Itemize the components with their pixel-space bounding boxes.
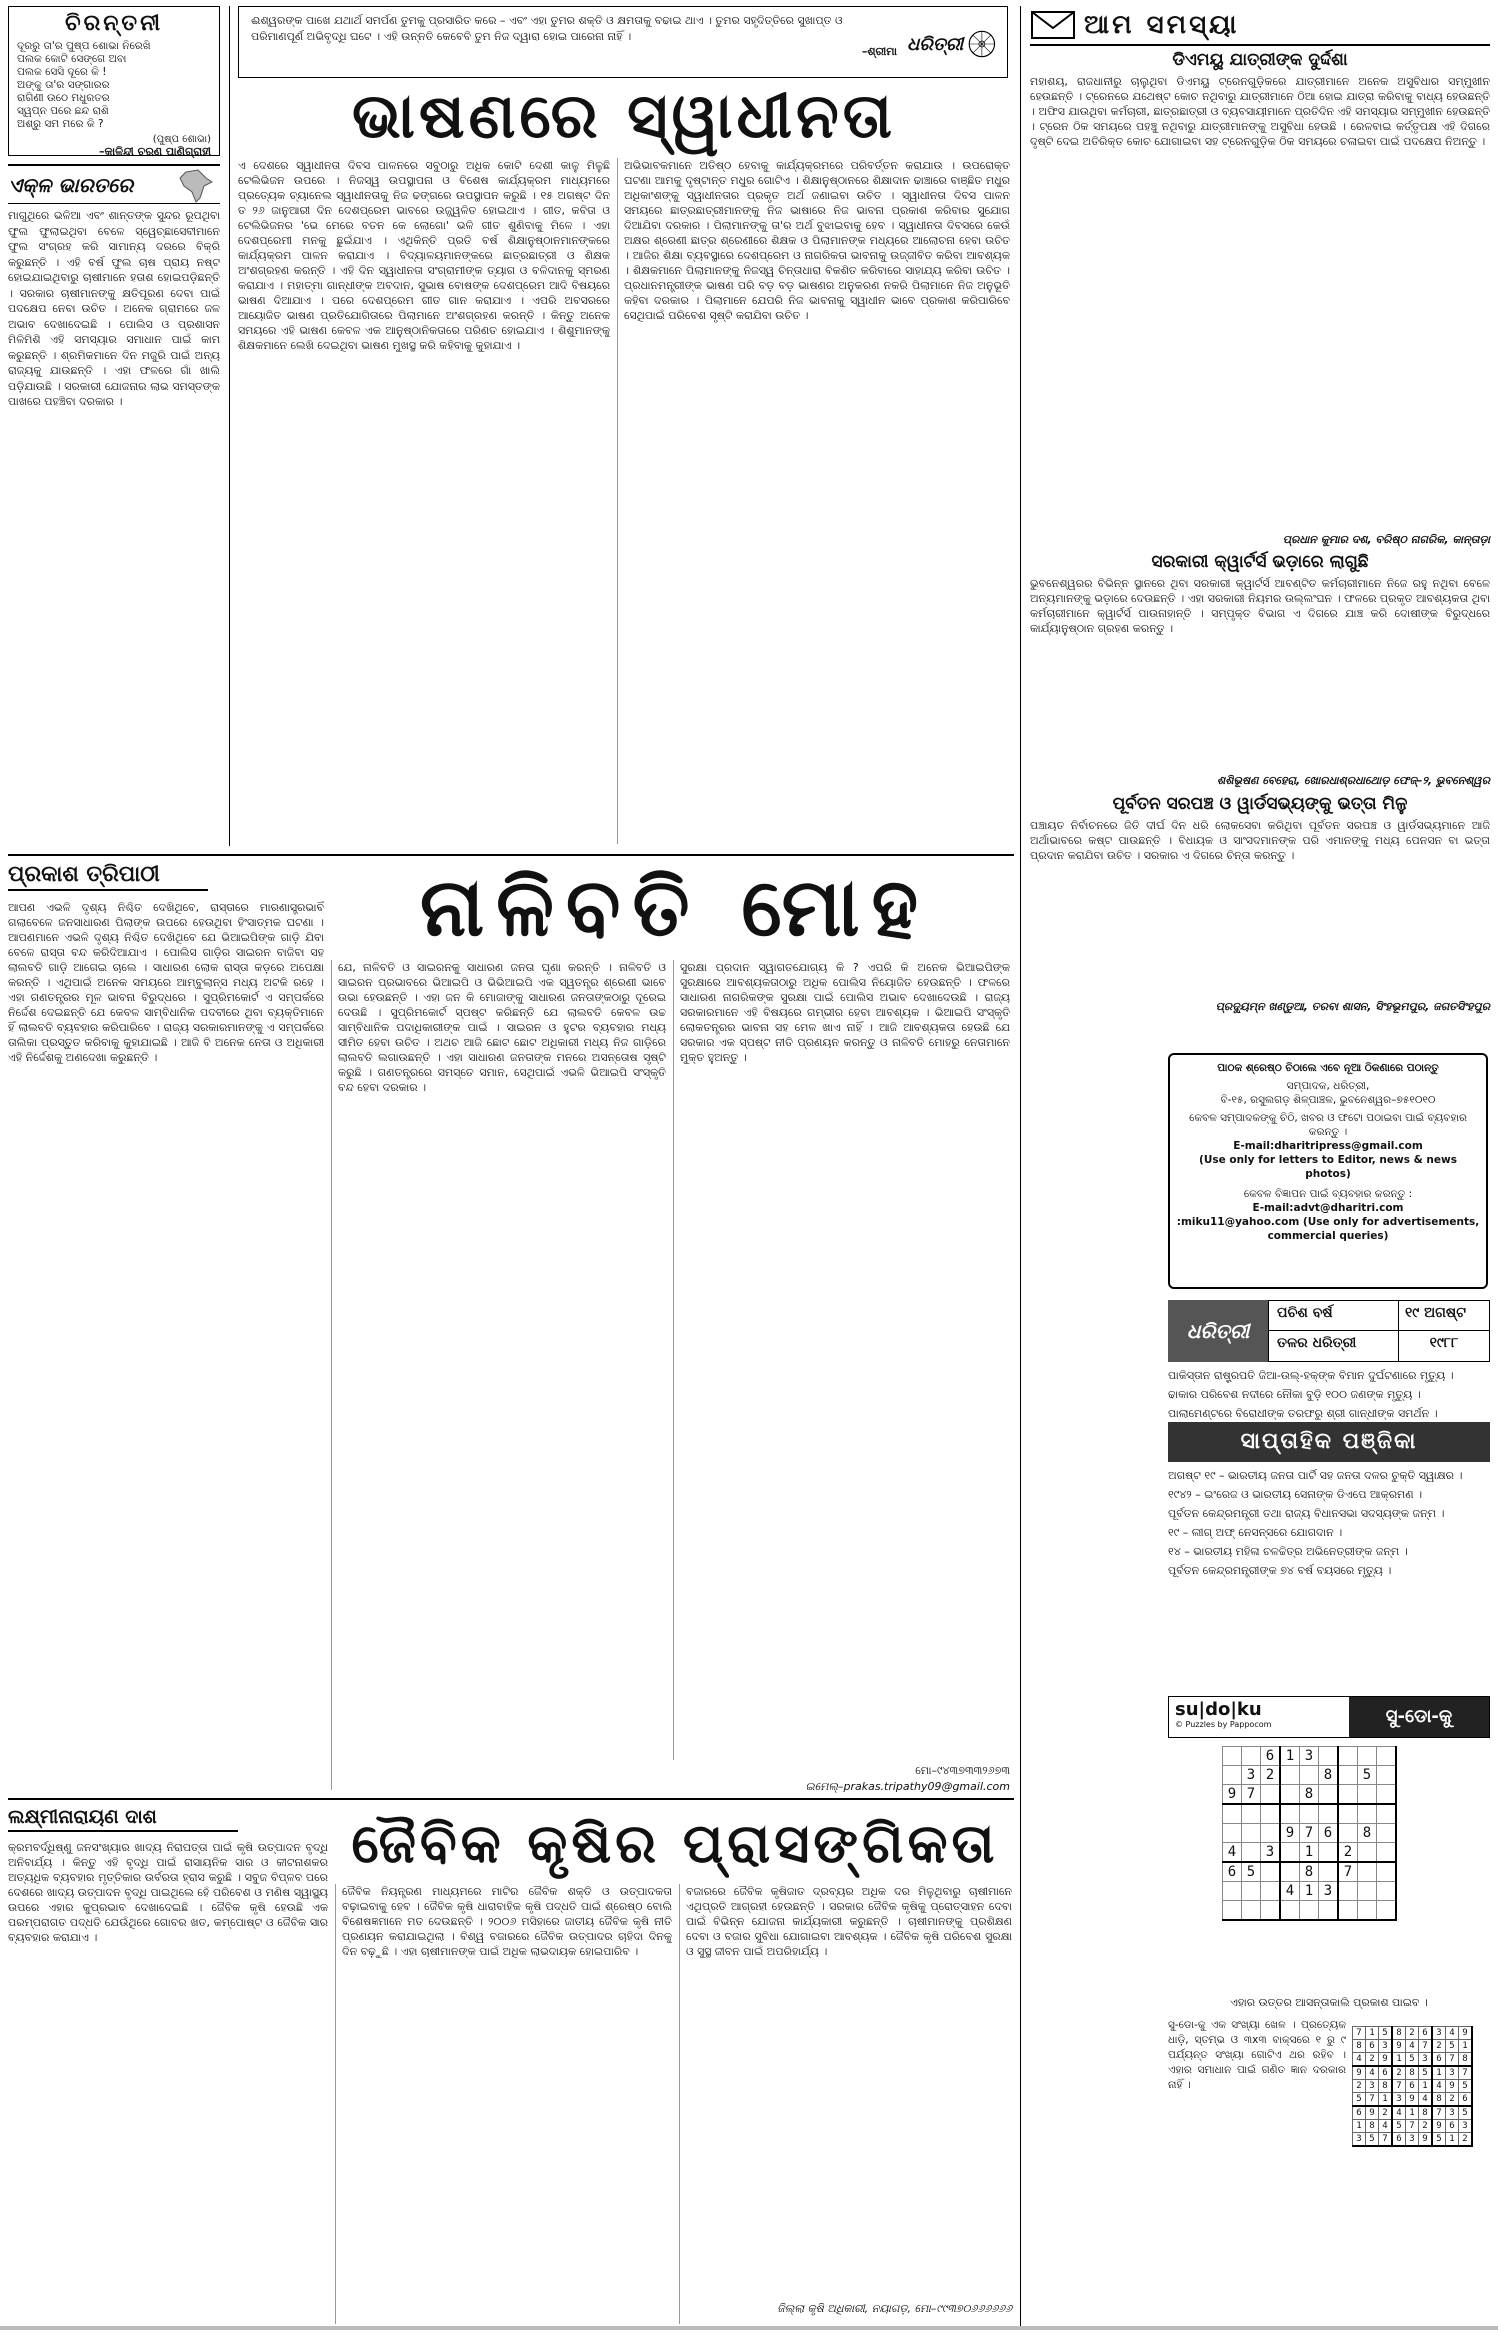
solution-cell: 2 — [1419, 2120, 1433, 2133]
archive-date: ୧୯ ଅଗଷ୍ଟ — [1399, 1301, 1489, 1331]
letter2-sign: ଶଶିଭୂଷଣ ବେହେରା, ଖୋରଧାଶ୍ରଧାଥୋଡ଼ ଫେଜ୍–୨, ଭୁବନେଶ୍ୱର — [1217, 774, 1490, 787]
solution-cell: 2 — [1432, 2040, 1446, 2053]
solution-cell: 5 — [1353, 2093, 1366, 2107]
solution-cell: 1 — [1353, 2120, 1366, 2133]
sudoku-cell — [1377, 1747, 1397, 1766]
archive-label2: ତଳର ଧରିତ୍ରୀ — [1269, 1331, 1399, 1361]
sudoku-row — [1223, 1747, 1397, 1766]
sudoku-cell — [1377, 1843, 1397, 1863]
sudoku-cell — [1242, 1901, 1261, 1921]
sudoku-brand: su|do|ku — [1175, 1699, 1262, 1720]
article3-col3: ବଜାରରେ ଜୈବିକ କୃଷିଜାତ ଦ୍ରବ୍ୟର ଅଧିକ ଦର ମିଳୁଥିବାରୁ ଚାଷୀମାନେ ଏଥିପ୍ରତି ଆଗ୍ରହୀ ହେଉଛନ୍ତି । ସରକାର ଜୈବିକ କୃଷିକୁ ପ୍ରୋତ୍ସାହନ ଦେବା ପାଇଁ ବିଭିନ୍ନ ଯୋଜନା କାର୍ଯ୍ୟକାରୀ କରୁଛନ୍ତି । ଚାଷୀମାନଙ୍କୁ ପ୍ରଶିକ୍ଷଣ ଦେବା ଓ ବଜାର ସୁବିଧା ଯୋଗାଇବା ଆବଶ୍ୟକ । ଜୈବିକ କୃଷି ପରିବେଶ ସୁରକ୍ଷା ଓ ସୁସ୍ଥ ଜୀବନ ପାଇଁ ଅପରିହାର୍ଯ୍ୟ । — [686, 1885, 1012, 1958]
page-bottom-rule — [0, 2326, 1498, 2330]
solution-cell: 3 — [1406, 2133, 1419, 2147]
sudoku-cell — [1280, 1804, 1300, 1824]
sudoku-cell — [1319, 1785, 1339, 1805]
solution-cell: 6 — [1459, 2093, 1473, 2107]
sudoku-title-or: ସୁ-ଡୋ-କୁ — [1349, 1697, 1489, 1737]
solution-cell: 6 — [1366, 2040, 1379, 2053]
sudoku-cell: 8 — [1358, 1824, 1377, 1843]
solution-cell: 5 — [1459, 2080, 1473, 2093]
sudoku-cell — [1261, 1824, 1281, 1843]
sudoku-cell: 9 — [1223, 1785, 1242, 1805]
letter3-title: ପୂର୍ବତନ ସରପଞ୍ଚ ଓ ୱାର୍ଡସଭ୍ୟଙ୍କୁ ଭତ୍ତା ମିଳୁ — [1112, 794, 1408, 814]
letters-title: ଆମ ସମସ୍ୟା — [1084, 9, 1240, 40]
sudoku-cell — [1319, 1804, 1339, 1824]
solution-cell: 4 — [1392, 2106, 1406, 2120]
solution-cell: 3 — [1353, 2133, 1366, 2147]
list-item: ୧୯୪୨ – ଇଂରେଜ ଓ ଭାରତୀୟ ସେନାଙ୍କ ଡିଏପେ ଆକ୍ରମଣ । — [1168, 1488, 1423, 1501]
solution-cell: 3 — [1392, 2093, 1406, 2107]
letter1-sign: ପ୍ରଧାନ କୁମାର ଦଶ, ବରିଷ୍ଠ ନାଗରିକ, କାନ୍ତାଡ଼ା — [1282, 533, 1490, 546]
sudoku-cell — [1223, 1901, 1242, 1921]
notice-email-label: କେବଳ ସମ୍ପାଦକଙ୍କୁ ଚିଠି, ଖବର ଓ ଫଟୋ ପଠାଇବା ପାଇଁ ବ୍ୟବହାର କରନ୍ତୁ । — [1189, 1112, 1467, 1138]
notice-email1[interactable]: E-mail:dharitripress@gmail.com — [1233, 1140, 1423, 1152]
headline-2: ନାଳିବତି ମୋହ — [419, 861, 931, 954]
solution-cell: 4 — [1353, 2053, 1366, 2067]
solution-table — [1352, 2026, 1473, 2147]
solution-cell: 9 — [1419, 2133, 1433, 2147]
solution-cell: 9 — [1353, 2066, 1366, 2080]
solution-cell: 9 — [1406, 2093, 1419, 2107]
solution-cell: 1 — [1459, 2040, 1473, 2053]
sudoku-row — [1223, 1882, 1397, 1901]
archive-logo-text: ଧରିତ୍ରୀ — [1186, 1319, 1250, 1343]
solution-cell: 1 — [1392, 2053, 1406, 2067]
notice-address: ସମ୍ପାଦକ, ଧରିତ୍ରୀ, ବି-୧୫, ରସୁଲଗଡ଼ ଶିଳ୍ପାଞ୍ଚଳ, ଭୁବନେଶ୍ୱର–୭୫୧୦୧୦ — [1220, 1080, 1436, 1106]
article3-byline: ଲକ୍ଷ୍ମୀନାରାୟଣ ଦାଶ — [8, 1806, 238, 1832]
solution-cell: 4 — [1446, 2027, 1459, 2040]
solution-cell: 8 — [1406, 2066, 1419, 2080]
sudoku-cell: 7 — [1300, 1824, 1319, 1843]
solution-cell: 1 — [1432, 2066, 1446, 2080]
masthead-text: ଧରିତ୍ରୀ — [907, 33, 964, 55]
sudoku-cell — [1377, 1901, 1397, 1921]
quote-box — [238, 6, 1008, 78]
list-item: ୧୪ – ଭାରତୀୟ ମହିଳା ଚଳଚ୍ଚିତ୍ର ଅଭିନେତ୍ରୀଙ୍କ ଜନ୍ମ । — [1168, 1545, 1408, 1558]
sudoku-cell — [1377, 1882, 1397, 1901]
list-item: ୧୯ – ଲୀଗ୍ ଅଫ୍ ନେସନ୍ସରେ ଯୋଗଦାନ । — [1168, 1526, 1343, 1539]
sudoku-cell — [1338, 1824, 1358, 1843]
letter1-title: ଡିଏମୟୁ ଯାତ୍ରୀଙ୍କ ଦୁର୍ଦ୍ଦଶା — [1172, 50, 1348, 70]
envelope-icon — [1030, 10, 1076, 40]
sudoku-cell — [1223, 1766, 1242, 1785]
sudoku-cell — [1319, 1901, 1339, 1921]
article3-footer: ଜିଲ୍ଲା କୃଷି ଅଧିକାରୀ, ନୟାଗଡ଼, ମୋ–୯୯୩୭୦୬୬୬୬୬୬ — [777, 2302, 1012, 2315]
archive-list — [1168, 1368, 1490, 1425]
solution-cell: 8 — [1432, 2093, 1446, 2107]
sudoku-row — [1223, 1901, 1397, 1921]
solution-cell: 3 — [1446, 2066, 1459, 2080]
sudoku-cell: 7 — [1242, 1785, 1261, 1805]
sudoku-cell — [1223, 1824, 1242, 1843]
notice-email1-note: (Use only for letters to Editor, news & news photos) — [1199, 1154, 1457, 1180]
solution-cell: 2 — [1446, 2093, 1459, 2107]
sudoku-header — [1168, 1696, 1490, 1738]
sudoku-cell — [1377, 1785, 1397, 1805]
solution-cell: 7 — [1379, 2133, 1393, 2147]
sudoku-cell — [1358, 1804, 1377, 1824]
sudoku-cell: 9 — [1280, 1824, 1300, 1843]
solution-cell: 8 — [1353, 2040, 1366, 2053]
ajibharat-title: ଏକ୍ଳ ଭାରତରେ — [8, 173, 134, 197]
solution-cell: 7 — [1392, 2080, 1406, 2093]
sudoku-cell — [1261, 1862, 1281, 1882]
solution-cell: 7 — [1419, 2040, 1433, 2053]
solution-cell: 4 — [1379, 2120, 1393, 2133]
solution-cell: 6 — [1392, 2133, 1406, 2147]
solution-cell: 3 — [1419, 2053, 1433, 2067]
article3-col2: ଜୈବିକ ନିୟନ୍ତ୍ରଣ ମାଧ୍ୟମରେ ମାଟିର ଜୈବିକ ଶକ୍ତି ଓ ଉତ୍ପାଦକତା ବଢ଼ାଇବାକୁ ହେବ । ଜୈବିକ କୃଷି ଧାରାବାହିକ କୃଷି ପଦ୍ଧତି ପାଇଁ ଶ୍ରେଷ୍ଠ ବୋଲି ବିଶେଷଜ୍ଞମାନେ ମତ ଦେଉଛନ୍ତି । ୨୦୦୬ ମସିହାରେ ଜାତୀୟ ଜୈବିକ କୃଷି ନୀତି ପ୍ରଣୟନ କରାଯାଇଥିଲା । ବିଶ୍ୱ ବଜାରରେ ଜୈବିକ ଉତ୍ପାଦର ଚାହିଦା ଦିନକୁ ଦିନ ବଢ଼ୁଛି । ଏହା ଚାଷୀମାନଙ୍କ ପାଇଁ ଅଧିକ ଲାଭଦାୟକ ହୋଇପାରିବ । — [342, 1885, 672, 1958]
solution-cell: 1 — [1446, 2133, 1459, 2147]
sudoku-cell — [1338, 1785, 1358, 1805]
sudoku-cell — [1280, 1843, 1300, 1863]
letter2-title: ସରକାରୀ କ୍ୱାର୍ଟର୍ସ ଭଡ଼ାରେ ଲାଗୁଛି — [1151, 552, 1369, 572]
sudoku-instructions: ସୁ-ଡୋ-କୁ ଏକ ସଂଖ୍ୟା ଖେଳ । ପ୍ରତ୍ୟେକ ଧାଡ଼ି, ସ୍ତମ୍ଭ ଓ ୩x୩ ବାକ୍ସରେ ୧ ରୁ ୯ ପର୍ଯ୍ୟନ୍ତ ସଂଖ୍ୟା ଗୋଟିଏ ଥର ରହିବ । ଏହାର ସମାଧାନ ପାଇଁ ଗଣିତ ଜ୍ଞାନ ଦରକାର ନାହିଁ । — [1168, 2019, 1346, 2091]
sudoku-cell — [1280, 1785, 1300, 1805]
divider — [8, 1798, 1014, 1800]
solution-cell: 5 — [1432, 2133, 1446, 2147]
notice-intro: ପାଠକ ଶ୍ରେଷ୍ଠ ଚିଠାଲେ ଏବେ ନୂଆ ଠିକଣାରେ ପଠାନ୍ତୁ — [1217, 1062, 1439, 1074]
sudoku-cell — [1338, 1901, 1358, 1921]
headline-3: ଜୈବିକ କୃଷିର ପ୍ରାସଙ୍ଗିକତା — [351, 1812, 999, 1875]
solution-cell: 6 — [1432, 2053, 1446, 2067]
solution-cell: 7 — [1366, 2093, 1379, 2107]
article2-email[interactable]: ଇମେଲ୍–prakas.tripathy09@gmail.com — [805, 1780, 1010, 1793]
solution-cell: 4 — [1406, 2040, 1419, 2053]
article2-byline: ପ୍ରକାଶ ତ୍ରିପାଠୀ — [8, 862, 208, 891]
sudoku-cell: 4 — [1280, 1882, 1300, 1901]
solution-cell: 2 — [1366, 2053, 1379, 2067]
quote-attribution: –ଶ୍ରୀମା — [861, 45, 897, 58]
notice-box — [1168, 1053, 1488, 1289]
sudoku-cell — [1242, 1843, 1261, 1863]
sudoku-row — [1223, 1843, 1397, 1863]
masthead-logo — [907, 19, 997, 69]
archive-header — [1168, 1300, 1490, 1362]
solution-cell: 8 — [1419, 2106, 1433, 2120]
solution-cell: 8 — [1459, 2053, 1473, 2067]
letters-header — [1030, 6, 1490, 46]
solution-cell: 9 — [1379, 2053, 1393, 2067]
sudoku-cell — [1377, 1804, 1397, 1824]
chirantani-title: ଚିରନ୍ତନୀ — [64, 11, 164, 36]
sudoku-cell: 3 — [1300, 1747, 1319, 1766]
solution-cell: 3 — [1459, 2120, 1473, 2133]
solution-cell: 5 — [1366, 2133, 1379, 2147]
chirantani-author: –କାଳିନ୍ଦୀ ଚରଣ ପାଣିଗ୍ରାହୀ — [99, 145, 211, 158]
solution-cell: 9 — [1432, 2120, 1446, 2133]
solution-cell: 3 — [1446, 2106, 1459, 2120]
solution-cell: 5 — [1392, 2120, 1406, 2133]
sudoku-cell — [1338, 1804, 1358, 1824]
sudoku-cell — [1280, 1862, 1300, 1882]
solution-cell: 6 — [1419, 2027, 1433, 2040]
chirantani-source: (ପୁଷ୍ପ ଶୋଭା) — [152, 134, 211, 145]
sudoku-cell — [1261, 1785, 1281, 1805]
list-item: ପୂର୍ବତନ କେନ୍ଦ୍ରମନ୍ତ୍ରୀ ତଥା ରାଜ୍ୟ ବିଧାନସଭା ସଦସ୍ୟଙ୍କ ଜନ୍ମ । — [1168, 1507, 1445, 1520]
sudoku-cell — [1242, 1747, 1261, 1766]
solution-cell: 6 — [1446, 2120, 1459, 2133]
solution-cell: 9 — [1392, 2040, 1406, 2053]
sudoku-cell — [1261, 1804, 1281, 1824]
solution-cell: 2 — [1379, 2106, 1393, 2120]
list-item: ଅଗଷ୍ଟ ୧୯ – ଭାରତୀୟ ଜନତା ପାର୍ଟି ସହ ଜନତା ଦଳର ଚୁକ୍ତି ସ୍ୱାକ୍ଷର । — [1168, 1469, 1463, 1482]
list-item: ପାକିସ୍ତାନ ରାଷ୍ଟ୍ରପତି ଜିଆ-ଉଲ୍‌-ହକ୍‌ଙ୍କ ବିମାନ ଦୁର୍ଘଟଣାରେ ମୃତ୍ୟୁ । — [1168, 1369, 1454, 1382]
chakra-icon — [967, 24, 997, 64]
solution-cell: 6 — [1353, 2106, 1366, 2120]
solution-cell: 3 — [1379, 2040, 1393, 2053]
sudoku-cell: 1 — [1300, 1882, 1319, 1901]
sudoku-cell: 3 — [1242, 1766, 1261, 1785]
solution-cell: 8 — [1379, 2080, 1393, 2093]
solution-cell: 9 — [1459, 2027, 1473, 2040]
solution-cell: 7 — [1353, 2027, 1366, 2040]
solution-row — [1353, 2106, 1473, 2120]
solution-cell: 1 — [1419, 2080, 1433, 2093]
sudoku-cell: 1 — [1280, 1747, 1300, 1766]
sudoku-cell — [1338, 1747, 1358, 1766]
sudoku-table — [1222, 1746, 1397, 1921]
solution-cell: 7 — [1459, 2066, 1473, 2080]
sudoku-cell — [1300, 1901, 1319, 1921]
solution-cell: 5 — [1406, 2053, 1419, 2067]
divider — [229, 6, 230, 846]
sudoku-row — [1223, 1862, 1397, 1882]
sudoku-cell — [1377, 1824, 1397, 1843]
article2-phone: ମୋ–୯୪୩୭୩୩୨୬୭୩ — [915, 1764, 1010, 1777]
sudoku-cell — [1358, 1747, 1377, 1766]
solution-cell: 8 — [1392, 2027, 1406, 2040]
sudoku-brand-box — [1169, 1697, 1349, 1737]
solution-cell: 1 — [1406, 2106, 1419, 2120]
list-item: ପାଲାମେଣ୍ଟରେ ବିରୋଧୀଙ୍କ ତରଫରୁ ଶ୍ରୀ ଗାନ୍ଧୀଙ୍କ ସମର୍ଥନ । — [1168, 1407, 1438, 1420]
solution-cell: 9 — [1366, 2106, 1379, 2120]
solution-row — [1353, 2040, 1473, 2053]
list-item: ଢାକାର ପରିବେଶ ନଦୀରେ ନୌକା ବୁଡ଼ି ୧୦୦ ଜଣଙ୍କ ମୃତ୍ୟୁ । — [1168, 1388, 1421, 1401]
headline-1: ଭାଷଣରେ ସ୍ୱାଧୀନତା — [351, 79, 897, 152]
solution-cell: 5 — [1446, 2040, 1459, 2053]
divider — [335, 1884, 336, 2324]
sudoku-row — [1223, 1824, 1397, 1843]
solution-row — [1353, 2080, 1473, 2093]
sudoku-row — [1223, 1785, 1397, 1805]
calendar-title: ସାପ୍ତାହିକ ପଞ୍ଜିକା — [1168, 1422, 1490, 1462]
solution-cell: 7 — [1406, 2120, 1419, 2133]
article2-col3: ସୁରକ୍ଷା ପ୍ରଦାନ ସ୍ୱାଗତଯୋଗ୍ୟ କି ? ଏପରି କି ଅନେକ ଭିଆଇପିଙ୍କ ସୁରକ୍ଷାରେ ଆବଶ୍ୟକତାଠାରୁ ଅଧିକ ପୋଲିସ ନିୟୋଜିତ ହେଉଛନ୍ତି । ଫଳରେ ସାଧାରଣ ନାଗରିକଙ୍କ ସୁରକ୍ଷା ପାଇଁ ପୋଲିସ ଅଭାବ ଦେଖାଦେଉଛି । ରାଜ୍ୟ ସରକାରମାନେ ଏହି ବିଷୟରେ ଗମ୍ଭୀର ହେବା ଆବଶ୍ୟକ । ଭିଆଇପି ସଂସ୍କୃତି ଲୋକତନ୍ତ୍ରର ଭାବନା ସହ ମେଳ ଖାଏ ନାହିଁ । ଆଜି ଆବଶ୍ୟକତା ହେଉଛି ଯେ ସରକାର ଏକ ସ୍ପଷ୍ଟ ନୀତି ପ୍ରଣୟନ କରନ୍ତୁ ଓ ନାଳିବତି ମୋହରୁ ନେତାମାନେ ମୁକ୍ତ ହୁଅନ୍ତୁ । — [680, 961, 1010, 1064]
sudoku-cell — [1300, 1804, 1319, 1824]
solution-cell: 7 — [1432, 2106, 1446, 2120]
sudoku-cell: 3 — [1319, 1882, 1339, 1901]
divider — [8, 854, 1014, 856]
sudoku-grid — [1222, 1746, 1397, 1921]
sudoku-cell — [1338, 1882, 1358, 1901]
sudoku-cell: 8 — [1319, 1766, 1339, 1785]
solution-cell: 4 — [1419, 2093, 1433, 2107]
article1-col1: ଏ ଦେଶରେ ସ୍ୱାଧୀନତା ଦିବସ ପାଳନରେ ସବୁଠାରୁ ଅଧିକ କୋଟି ଦେଶୀ କାଳୁ ମିଳୁଛି ଟେଲିଭିଜନ ଉପରେ । ନିଜସ୍ୱ ଉପସ୍ଥାପନା ଓ ବିଶେଷ କାର୍ଯ୍ୟକ୍ରମ ମାଧ୍ୟମରେ ପ୍ରତ୍ୟେକ ଚ୍ୟାନେଲ ସ୍ୱାଧୀନତାକୁ ନିଜ ଢଙ୍ଗରେ ଉପସ୍ଥାପନ କରୁଛି । ୧୫ ଅଗଷ୍ଟ ଦିନ ତ ୨୬ ଜାନୁଆରୀ ଦିନ ଦେଶପ୍ରେମ ଭାବରେ ଉଜ୍ଜ୍ୱଳିତ ହୋଇଥାଏ । ଗୀତ, କବିତା ଓ ଟେଲିଭିଜନର 'ଭେ ମେରେ ବତନ କେ ଲୋଗୋ' ଭଳି ଗୀତ ଶୁଣିବାକୁ ମିଳେ । ଏହା ଦେଶପ୍ରେମୀ ମନକୁ ଛୁଇଁଯାଏ । ଏଥିକିନ୍ତି ପ୍ରତି ବର୍ଷ ଶିକ୍ଷାନୁଷ୍ଠାନମାନଙ୍କରେ କାର୍ଯ୍ୟକ୍ରମ ପାଳନ କରାଯାଏ । ବିଦ୍ୟାଳୟମାନଙ୍କରେ ଛାତ୍ରଛାତ୍ରୀ ଓ ଶିକ୍ଷକ ଅଂଶଗ୍ରହଣ କରନ୍ତି । ଏହି ଦିନ ସ୍ୱାଧୀନତା ସଂଗ୍ରାମୀଙ୍କ ତ୍ୟାଗ ଓ ବଳିଦାନକୁ ସ୍ମରଣ କରାଯାଏ । ମହାତ୍ମା ଗାନ୍ଧୀଙ୍କ ଅବଦାନ, ସୁଭାଷ ବୋଷଙ୍କ ଦେଶପ୍ରେମ ଆଦି ବିଷୟରେ ଭାଷଣ ଦିଆଯାଏ । ପରେ ଦେଶପ୍ରେମ ଗୀତ ଗାନ କରାଯାଏ । ଏପରି ଅବସରରେ ଆୟୋଜିତ ଭାଷଣ ପ୍ରତିଯୋଗିତାରେ ପିଲାମାନେ ଅଂଶଗ୍ରହଣ କରନ୍ତି । କିନ୍ତୁ ଅନେକ ସମୟରେ ଏହି ଭାଷଣ କେବଳ ଏକ ଆନୁଷ୍ଠାନିକତାରେ ପରିଣତ ହୋଇଯାଏ । ଶିଶୁମାନଙ୍କୁ ଶିକ୍ଷକମାନେ ଲେଖି ଦେଇଥିବା ଭାଷଣ ମୁଖସ୍ଥ କରି କହିବାକୁ କୁହାଯାଏ । — [238, 159, 610, 352]
archive-label-box — [1268, 1300, 1490, 1362]
sudoku-cell — [1261, 1882, 1281, 1901]
chirantani-poem: ଦୂରରୁ ତା'ର ପୁଷ୍ପ ଶୋଭା ନିରେଖି ପଲକ କୋଟି ସେଙ୍ଗେ ଅବା ପଲକ ସେସି ଦୂରେ କି ! ଅଙ୍କୁ ତା'ର ସଙ୍ଗାରର ରାଗିଣୀ ଉଠେ ମଧୁରତର ସ୍ୱପ୍ନ ପରେ ଛନ୍ଦ ରାଶି ଅଶ୍ରୁ ସମ ମରେ କି ? — [17, 40, 151, 130]
solution-row — [1353, 2120, 1473, 2133]
sudoku-cell: 6 — [1223, 1862, 1242, 1882]
sudoku-cell: 2 — [1338, 1843, 1358, 1863]
notice-ads-label: କେବଳ ବିଜ୍ଞାପନ ପାଇଁ ବ୍ୟବହାର କରନ୍ତୁ : — [1243, 1188, 1413, 1200]
solution-row — [1353, 2053, 1473, 2067]
sudoku-cell: 7 — [1338, 1862, 1358, 1882]
sudoku-cell — [1319, 1843, 1339, 1863]
sudoku-cell — [1377, 1766, 1397, 1785]
sudoku-cell — [1358, 1862, 1377, 1882]
archive-label: ପଚିଶ ବର୍ଷ — [1269, 1301, 1399, 1331]
sudoku-cell — [1319, 1747, 1339, 1766]
letter2-text: ଭୁବନେଶ୍ୱରର ବିଭିନ୍ନ ସ୍ଥାନରେ ଥିବା ସରକାରୀ କ୍ୱାର୍ଟର୍ସ ଆବଣ୍ଟିତ କର୍ମଚାରୀମାନେ ନିଜେ ରହୁ ନଥିବା ବେଳେ ଅନ୍ୟମାନଙ୍କୁ ଭଡ଼ାରେ ଦେଉଛନ୍ତି । ଏହା ସରକାରୀ ନିୟମର ଉଲ୍ଲଂଘନ । ଫଳରେ ପ୍ରକୃତ ଆବଶ୍ୟକତା ଥିବା କର୍ମଚାରୀମାନେ କ୍ୱାର୍ଟର୍ସ ପାଉନାହାନ୍ତି । ସମ୍ପୃକ୍ତ ବିଭାଗ ଏ ଦିଗରେ ଯାଞ୍ଚ କରି ଦୋଷୀଙ୍କ ବିରୁଦ୍ଧରେ କାର୍ଯ୍ୟାନୁଷ୍ଠାନ ଗ୍ରହଣ କରନ୍ତୁ । — [1030, 577, 1490, 635]
solution-cell: 2 — [1459, 2133, 1473, 2147]
divider — [331, 960, 332, 1790]
divider — [617, 158, 618, 844]
sudoku-cell — [1358, 1901, 1377, 1921]
letter1-text: ମହାଶୟ, ରାଜଧାନୀରୁ ଚାଲୁଥିବା ଡିଏମୟୁ ଟ୍ରେନଗୁଡ଼ିକରେ ଯାତ୍ରୀମାନେ ଅନେକ ଅସୁବିଧାର ସମ୍ମୁଖୀନ ହେଉଛନ୍ତି । ଟ୍ରେନରେ ଯଥେଷ୍ଟ କୋଚ ନଥିବାରୁ ଯାତ୍ରୀମାନେ ଠିଆ ହୋଇ ଯାତ୍ରା କରିବାକୁ ବାଧ୍ୟ ହେଉଛନ୍ତି । ଅଫିସ ଯାଉଥିବା କର୍ମଚାରୀ, ଛାତ୍ରଛାତ୍ରୀ ଓ ବ୍ୟବସାୟୀମାନେ ପ୍ରତିଦିନ ଏହି ସମସ୍ୟାର ସମ୍ମୁଖୀନ ହେଉଛନ୍ତି । ଟ୍ରେନ ଠିକ ସମୟରେ ପହଞ୍ଚୁ ନଥିବାରୁ ଯାତ୍ରୀମାନଙ୍କୁ ଅସୁବିଧା ହେଉଛି । ରେଳବାଇ କର୍ତ୍ତୃପକ୍ଷ ଏହି ଦିଗରେ ଦୃଷ୍ଟି ଦେଇ ଅତିରିକ୍ତ କୋଚ ଯୋଗାଇବା ସହ ଟ୍ରେନଗୁଡ଼ିକ ଠିକ ସମୟରେ ଚଳାଇବା ପାଇଁ ପଦକ୍ଷେପ ନିଅନ୍ତୁ । — [1030, 75, 1490, 148]
ajibharat-text: ମାଗୁଥିରେ ଭଳିଆ ଏବଂ ଶାନ୍ତଙ୍କ ସୁନ୍ଦର ରୂପଥିବା ଫୁଲ ଫୁଲାଇଥିବା ବେଳେ ସ୍ୱେଚ୍ଛାସେବୀମାନେ ଫୁଲ ସଂଗ୍ରହ କରି ସାମାନ୍ୟ ଦରରେ ବିକ୍ରି କରୁଛନ୍ତି । ଏହି ବର୍ଷ ଫୁଲ ଚାଷ ପ୍ରାୟ ନଷ୍ଟ ହୋଇଯାଇଥିବାରୁ ଚାଷୀମାନେ ହତାଶ ହୋଇପଡ଼ିଛନ୍ତି । ସରକାର ଚାଷୀମାନଙ୍କୁ କ୍ଷତିପୂରଣ ଦେବା ପାଇଁ ପଦକ୍ଷେପ ନେବା ଉଚିତ । ଅନେକ ଗ୍ରାମରେ ଜଳ ଅଭାବ ଦେଖାଦେଇଛି । ପୋଲିସ ଓ ପ୍ରଶାସନ ମିଳିମିଶି ଏହି ସମସ୍ୟାର ସମାଧାନ ପାଇଁ କାମ କରୁଛନ୍ତି । ଶ୍ରମିକମାନେ ଦିନ ମଜୁରି ପାଇଁ ଅନ୍ୟ ରାଜ୍ୟକୁ ଯାଉଛନ୍ତି । ଏହା ଫଳରେ ଗାଁ ଖାଲି ପଡ଼ିଯାଉଛି । ସରକାରୀ ଯୋଜନାର ଲାଭ ସମସ୍ତଙ୍କ ପାଖରେ ପହଞ୍ଚିବା ଦରକାର । — [8, 209, 220, 408]
quote-text: ଈଶ୍ୱରଙ୍କ ପାଖେ ଯଥାର୍ଥ ସମର୍ପଣ ତୁମକୁ ପ୍ରସାରିତ କରେ – ଏବଂ ଏହା ତୁମର ଶକ୍ତି ଓ କ୍ଷମତାକୁ ବଢାଇ ଥାଏ । ତୁମର ସହୃଦିତ୍ତିରେ ସୁଖାପ୍ତ ଓ ପରିମାଣପୂର୍ଣ ଅଭିବୃଦ୍ଧି ଘଟେ । ଏହି ଉନ୍ନତି କେବେବି ତୁମ ନିଜ ଦ୍ୱାରା ହୋଇ ପାରେନା ନାହିଁ । — [251, 14, 843, 43]
letter3-text: ପଞ୍ଚାୟତ ନିର୍ବାଚନରେ ଜିତି ଦୀର୍ଘ ଦିନ ଧରି ଲୋକସେବା କରିଥିବା ପୂର୍ବତନ ସରପଞ୍ଚ ଓ ୱାର୍ଡସଭ୍ୟମାନେ ଆଜି ଅର୍ଥାଭାବରେ କଷ୍ଟ ପାଉଛନ୍ତି । ବିଧାୟକ ଓ ସାଂସଦମାନଙ୍କ ପରି ଏମାନଙ୍କୁ ମଧ୍ୟ ପେନସନ ବା ଭତ୍ତା ପ୍ରଦାନ କରାଯିବା ଉଚିତ । ସରକାର ଏ ଦିଗରେ ଚିନ୍ତା କରନ୍ତୁ । — [1030, 819, 1490, 862]
letter3-sign: ପ୍ରଦ୍ୟୁମ୍ନ ଖଣ୍ଡୁଆ, ତରବା ଶାସନ, ସିଂହଭୂମପୁର, ଜଗତସିଂହପୁର — [1215, 1000, 1490, 1013]
sudoku-cell: 4 — [1223, 1843, 1242, 1863]
sudoku-cell — [1338, 1766, 1358, 1785]
sudoku-cell — [1223, 1747, 1242, 1766]
sudoku-solution — [1352, 2026, 1473, 2147]
article1-col2: ଅଭିଭାବକମାନେ ଅତିଷ୍ଠ ହେବାକୁ କାର୍ଯ୍ୟକ୍ରମରେ ପରିବର୍ତ୍ତନ କରାଯାଉ । ଉପରୋକ୍ତ ଘଟଣା ଆମକୁ ଦୃଷ୍ଟାନ୍ତ ମଧୁର ଗୋଟିଏ । ଶିକ୍ଷାନୁଷ୍ଠାନରେ ଶିକ୍ଷାଦାନ ଢାଞ୍ଚାରେ ବାଞ୍ଛିତ ମଧୁର ଅଧିକାଂଶଙ୍କୁ ସ୍ୱାଧୀନତାର ପ୍ରକୃତ ଅର୍ଥ ଜଣାଇବା ଉଚିତ । ସ୍ୱାଧୀନତା ଦିବସ ପାଳନ ସମୟରେ ଛାତ୍ରଛାତ୍ରୀମାନଙ୍କୁ ନିଜ ଭାଷାରେ ନିଜ ଭାବନା ପ୍ରକାଶ କରିବାର ସୁଯୋଗ ଦିଆଯିବା ଦରକାର । ପିଲାମାନଙ୍କୁ ତା'ର ଅର୍ଥ ବୁଝାଇବାକୁ ହେବ । ସ୍ୱାଧୀନତା ଦିବସରେ କେଉଁ ଅକ୍ଷର ଶ୍ରେଣୀ ଛାତ୍ର ଶ୍ରେଣୀରେ ଶିକ୍ଷକ ଓ ପିଲାମାନଙ୍କ ମଧ୍ୟରେ ଆଲୋଚନା ହେବା ଉଚିତ । ଆଜିର ଶିକ୍ଷା ବ୍ୟବସ୍ଥାରେ ଦେଶପ୍ରେମ ଓ ନାଗରିକତା ଭାବନାକୁ ଉଜ୍ଜୀବିତ କରିବା ଆବଶ୍ୟକ । ଶିକ୍ଷକମାନେ ପିଲାମାନଙ୍କୁ ନିଜସ୍ୱ ଚିନ୍ତାଧାରା ବିକଶିତ କରିବାରେ ସାହାଯ୍ୟ କରିବା ଉଚିତ । ପ୍ରଧାନମନ୍ତ୍ରୀଙ୍କ ଭାଷଣ ପରି ବଡ଼ ବଡ଼ ଭାଷଣର ଅନୁକରଣ ନକରି ପିଲାମାନେ ନିଜ ଅନୁଭୂତି କହିବା ଦରକାର । ପିଲାମାନେ ଯେପରି ନିଜ ଭାବନାକୁ ସ୍ୱାଧୀନ ଭାବେ ପ୍ରକାଶ କରିପାରିବେ ସେଥିପାଇଁ ପରିବେଶ ସୃଷ୍ଟି କରାଯିବା ଉଚିତ । — [624, 159, 1010, 322]
divider — [679, 1884, 680, 2324]
sudoku-cell: 5 — [1242, 1862, 1261, 1882]
sudoku-cell — [1280, 1901, 1300, 1921]
solution-row — [1353, 2133, 1473, 2147]
sudoku-cell — [1242, 1882, 1261, 1901]
notice-email2[interactable]: E-mail:advt@dharitri.com — [1252, 1202, 1404, 1214]
article2-col2: ଯେ, ନାଳିବତି ଓ ସାଇରନକୁ ସାଧାରଣ ଜନତା ଘୃଣା କରନ୍ତି । ନାଳିବତି ଓ ସାଇରନ ପ୍ରଭାବରେ ଭିଆଇପି ଓ ଭିଭିଆଇପି ଏକ ସ୍ୱତନ୍ତ୍ର ଶ୍ରେଣୀ ଭାବେ ଉଭା ହେଉଛନ୍ତି । ଏହା ଜନ କି ମୋଜାଙ୍କୁ ସାଧାରଣ ଜନତାଙ୍କଠାରୁ ଦୂରେଇ ଦେଉଛି । ସୁପ୍ରିମକୋର୍ଟ ସ୍ପଷ୍ଟ କରିଛନ୍ତି ଯେ ଲାଲବତି କେବଳ ଉଚ୍ଚ ସାମ୍ବିଧାନିକ ପଦାଧିକାରୀଙ୍କ ପାଇଁ । ସାଇରନ ଓ ହୁଟର ବ୍ୟବହାର ମଧ୍ୟ ସୀମିତ ହେବା ଉଚିତ । ଅଥଚ ଆଜି ଛୋଟ ଛୋଟ ଅଧିକାରୀ ମଧ୍ୟ ନିଜ ଗାଡ଼ିରେ ଲାଲବତି ଲଗାଉଛନ୍ତି । ଏହା ସାଧାରଣ ଜନତାଙ୍କ ମନରେ ଅସନ୍ତୋଷ ସୃଷ୍ଟି କରୁଛି । ଗଣତନ୍ତ୍ରରେ ସମସ୍ତେ ସମାନ, ସେଥିପାଇଁ ଏଭଳି ଭିଆଇପି ସଂସ୍କୃତି ବନ୍ଦ ହେବା ଦରକାର । — [338, 961, 666, 1094]
solution-cell: 3 — [1432, 2027, 1446, 2040]
sudoku-row — [1223, 1804, 1397, 1824]
calendar-list — [1168, 1468, 1490, 1688]
sudoku-cell: 6 — [1319, 1824, 1339, 1843]
sudoku-cell — [1242, 1804, 1261, 1824]
solution-cell: 4 — [1432, 2080, 1446, 2093]
solution-cell: 9 — [1446, 2080, 1459, 2093]
list-item: ପୂର୍ବତନ କେନ୍ଦ୍ରମନ୍ତ୍ରୀଙ୍କ ୭୪ ବର୍ଷ ବୟସରେ ମୃତ୍ୟୁ । — [1168, 1564, 1392, 1577]
solution-cell: 4 — [1366, 2066, 1379, 2080]
divider — [1020, 6, 1021, 2326]
sudoku-cell — [1261, 1901, 1281, 1921]
solution-cell: 8 — [1366, 2120, 1379, 2133]
sudoku-cell: 5 — [1358, 1766, 1377, 1785]
solution-cell: 6 — [1406, 2080, 1419, 2093]
sudoku-cell: 2 — [1261, 1766, 1281, 1785]
solution-row — [1353, 2066, 1473, 2080]
solution-cell: 7 — [1446, 2053, 1459, 2067]
sudoku-cell — [1377, 1862, 1397, 1882]
archive-year: ୧୯୮୮ — [1429, 1335, 1459, 1351]
solution-cell: 3 — [1366, 2080, 1379, 2093]
chirantani-box — [8, 6, 220, 156]
sudoku-cell — [1280, 1766, 1300, 1785]
solution-cell: 2 — [1353, 2080, 1366, 2093]
solution-cell: 1 — [1366, 2027, 1379, 2040]
solution-cell: 1 — [1379, 2093, 1393, 2107]
ajibharat-header — [8, 164, 220, 204]
sudoku-cell — [1223, 1882, 1242, 1901]
solution-cell: 5 — [1419, 2066, 1433, 2080]
solution-cell: 2 — [1392, 2066, 1406, 2080]
solution-cell: 6 — [1379, 2066, 1393, 2080]
sudoku-cell — [1358, 1882, 1377, 1901]
sudoku-cell: 1 — [1300, 1843, 1319, 1863]
archive-logo — [1168, 1300, 1268, 1362]
solution-cell: 2 — [1406, 2027, 1419, 2040]
sudoku-cell — [1223, 1804, 1242, 1824]
sudoku-cell: 6 — [1261, 1747, 1281, 1766]
solution-cell: 5 — [1459, 2106, 1473, 2120]
notice-email3[interactable]: :miku11@yahoo.com (Use only for advertisements, commercial queries) — [1176, 1216, 1480, 1242]
sudoku-cell — [1319, 1862, 1339, 1882]
sudoku-answer-note: ଏହାର ଉତ୍ତର ଆସନ୍ତାକାଲି ପ୍ରକାଶ ପାଇବ । — [1230, 1996, 1428, 2009]
sudoku-cell — [1358, 1785, 1377, 1805]
sudoku-cell — [1242, 1824, 1261, 1843]
article3-col1: କ୍ରମବର୍ଦ୍ଧିଷ୍ଣୁ ଜନସଂଖ୍ୟାର ଖାଦ୍ୟ ନିରାପତ୍ତା ପାଇଁ କୃଷି ଉତ୍ପାଦନ ବୃଦ୍ଧି ଅନିବାର୍ଯ୍ୟ । କିନ୍ତୁ ଏହି ବୃଦ୍ଧି ପାଇଁ ରାସାୟନିକ ସାର ଓ କୀଟନାଶକର ଅତ୍ୟଧିକ ବ୍ୟବହାର ମୃତ୍ତିକାର ଉର୍ବରତା ହ୍ରାସ କରୁଛି । ସବୁଜ ବିପ୍ଳବ ପରେ ଦେଶରେ ଖାଦ୍ୟ ଉତ୍ପାଦନ ବୃଦ୍ଧି ପାଇଥିଲେ ହେଁ ପରିବେଶ ଓ ମଣିଷ ସ୍ୱାସ୍ଥ୍ୟ ଉପରେ ଏହାର କୁପ୍ରଭାବ ଦେଖାଦେଇଛି । ଜୈବିକ କୃଷି ହେଉଛି ଏକ ପରମ୍ପରାଗତ ପଦ୍ଧତି ଯେଉଁଥିରେ ଗୋବର ଖତ, କମ୍ପୋଷ୍ଟ ଓ ଜୈବିକ ସାର ବ୍ୟବହାର କରାଯାଏ । — [8, 1841, 328, 1944]
sudoku-cell — [1300, 1766, 1319, 1785]
india-map-icon — [176, 168, 216, 204]
divider — [673, 960, 674, 1760]
sudoku-credit: © Puzzles by Pappocom — [1175, 1720, 1272, 1729]
sudoku-row — [1223, 1766, 1397, 1785]
sudoku-cell: 8 — [1300, 1785, 1319, 1805]
sudoku-cell: 8 — [1300, 1862, 1319, 1882]
article2-col1: ଆପଣ ଏଭଳି ଦୃଶ୍ୟ ନିଶ୍ଚିତ ଦେଖିଥିବେ, ରାସ୍ତାରେ ମାରଣାସ୍ତ୍ରଭାବିଁ ଗଲାବେଳେ ଜନସାଧାରଣ ପିଲାଙ୍କ ଉପରେ ହେଉଥିବା ହିଂସାତ୍ମକ ଘଟଣା । ଆପଣମାନେ ଏଭଳି ଦୃଶ୍ୟ ନିଶ୍ଚିତ ଦେଖିଥିବେ ଯେ ଭିଆଇପିଙ୍କ ଗାଡ଼ି ଯିବା ବେଳେ ରାସ୍ତା ବନ୍ଦ କରିଦିଆଯାଏ । ପୋଲିସ ଗାଡ଼ିର ସାଇରନ ବାଜିବା ସହ ଲାଲବତି ଗାଡ଼ି ଆଗେଇ ଚାଲେ । ସାଧାରଣ ଲୋକ ରାସ୍ତା କଡ଼ରେ ଅପେକ୍ଷା କରନ୍ତି । ଏଥିପାଇଁ ଅନେକ ସମୟରେ ଆମ୍ବୁଲାନ୍ସ ମଧ୍ୟ ଅଟକି ରହେ । ଏହା ଗଣତନ୍ତ୍ରର ମୂଳ ଭାବନା ବିରୁଦ୍ଧରେ । ସୁପ୍ରିମକୋର୍ଟ ଏ ସମ୍ପର୍କରେ ନିର୍ଦ୍ଦେଶ ଦେଇଛନ୍ତି ଯେ କେବଳ ସାମ୍ବିଧାନିକ ପଦବୀରେ ଥିବା ବ୍ୟକ୍ତିମାନେ ହିଁ ଲାଲବତି ବ୍ୟବହାର କରିପାରିବେ । ରାଜ୍ୟ ସରକାରମାନଙ୍କୁ ଏ ସମ୍ପର୍କରେ ତାଲିକା ପ୍ରସ୍ତୁତ କରିବାକୁ କୁହାଯାଇଛି । ଆଜି ବି ଅନେକ ନେତା ଓ ଅଧିକାରୀ ଏହି ନିର୍ଦ୍ଦେଶକୁ ଅଣଦେଖା କରୁଛନ୍ତି । — [8, 901, 324, 1064]
solution-row — [1353, 2027, 1473, 2040]
solution-row — [1353, 2093, 1473, 2107]
sudoku-cell: 3 — [1261, 1843, 1281, 1863]
sudoku-cell — [1358, 1843, 1377, 1863]
solution-cell: 5 — [1379, 2027, 1393, 2040]
